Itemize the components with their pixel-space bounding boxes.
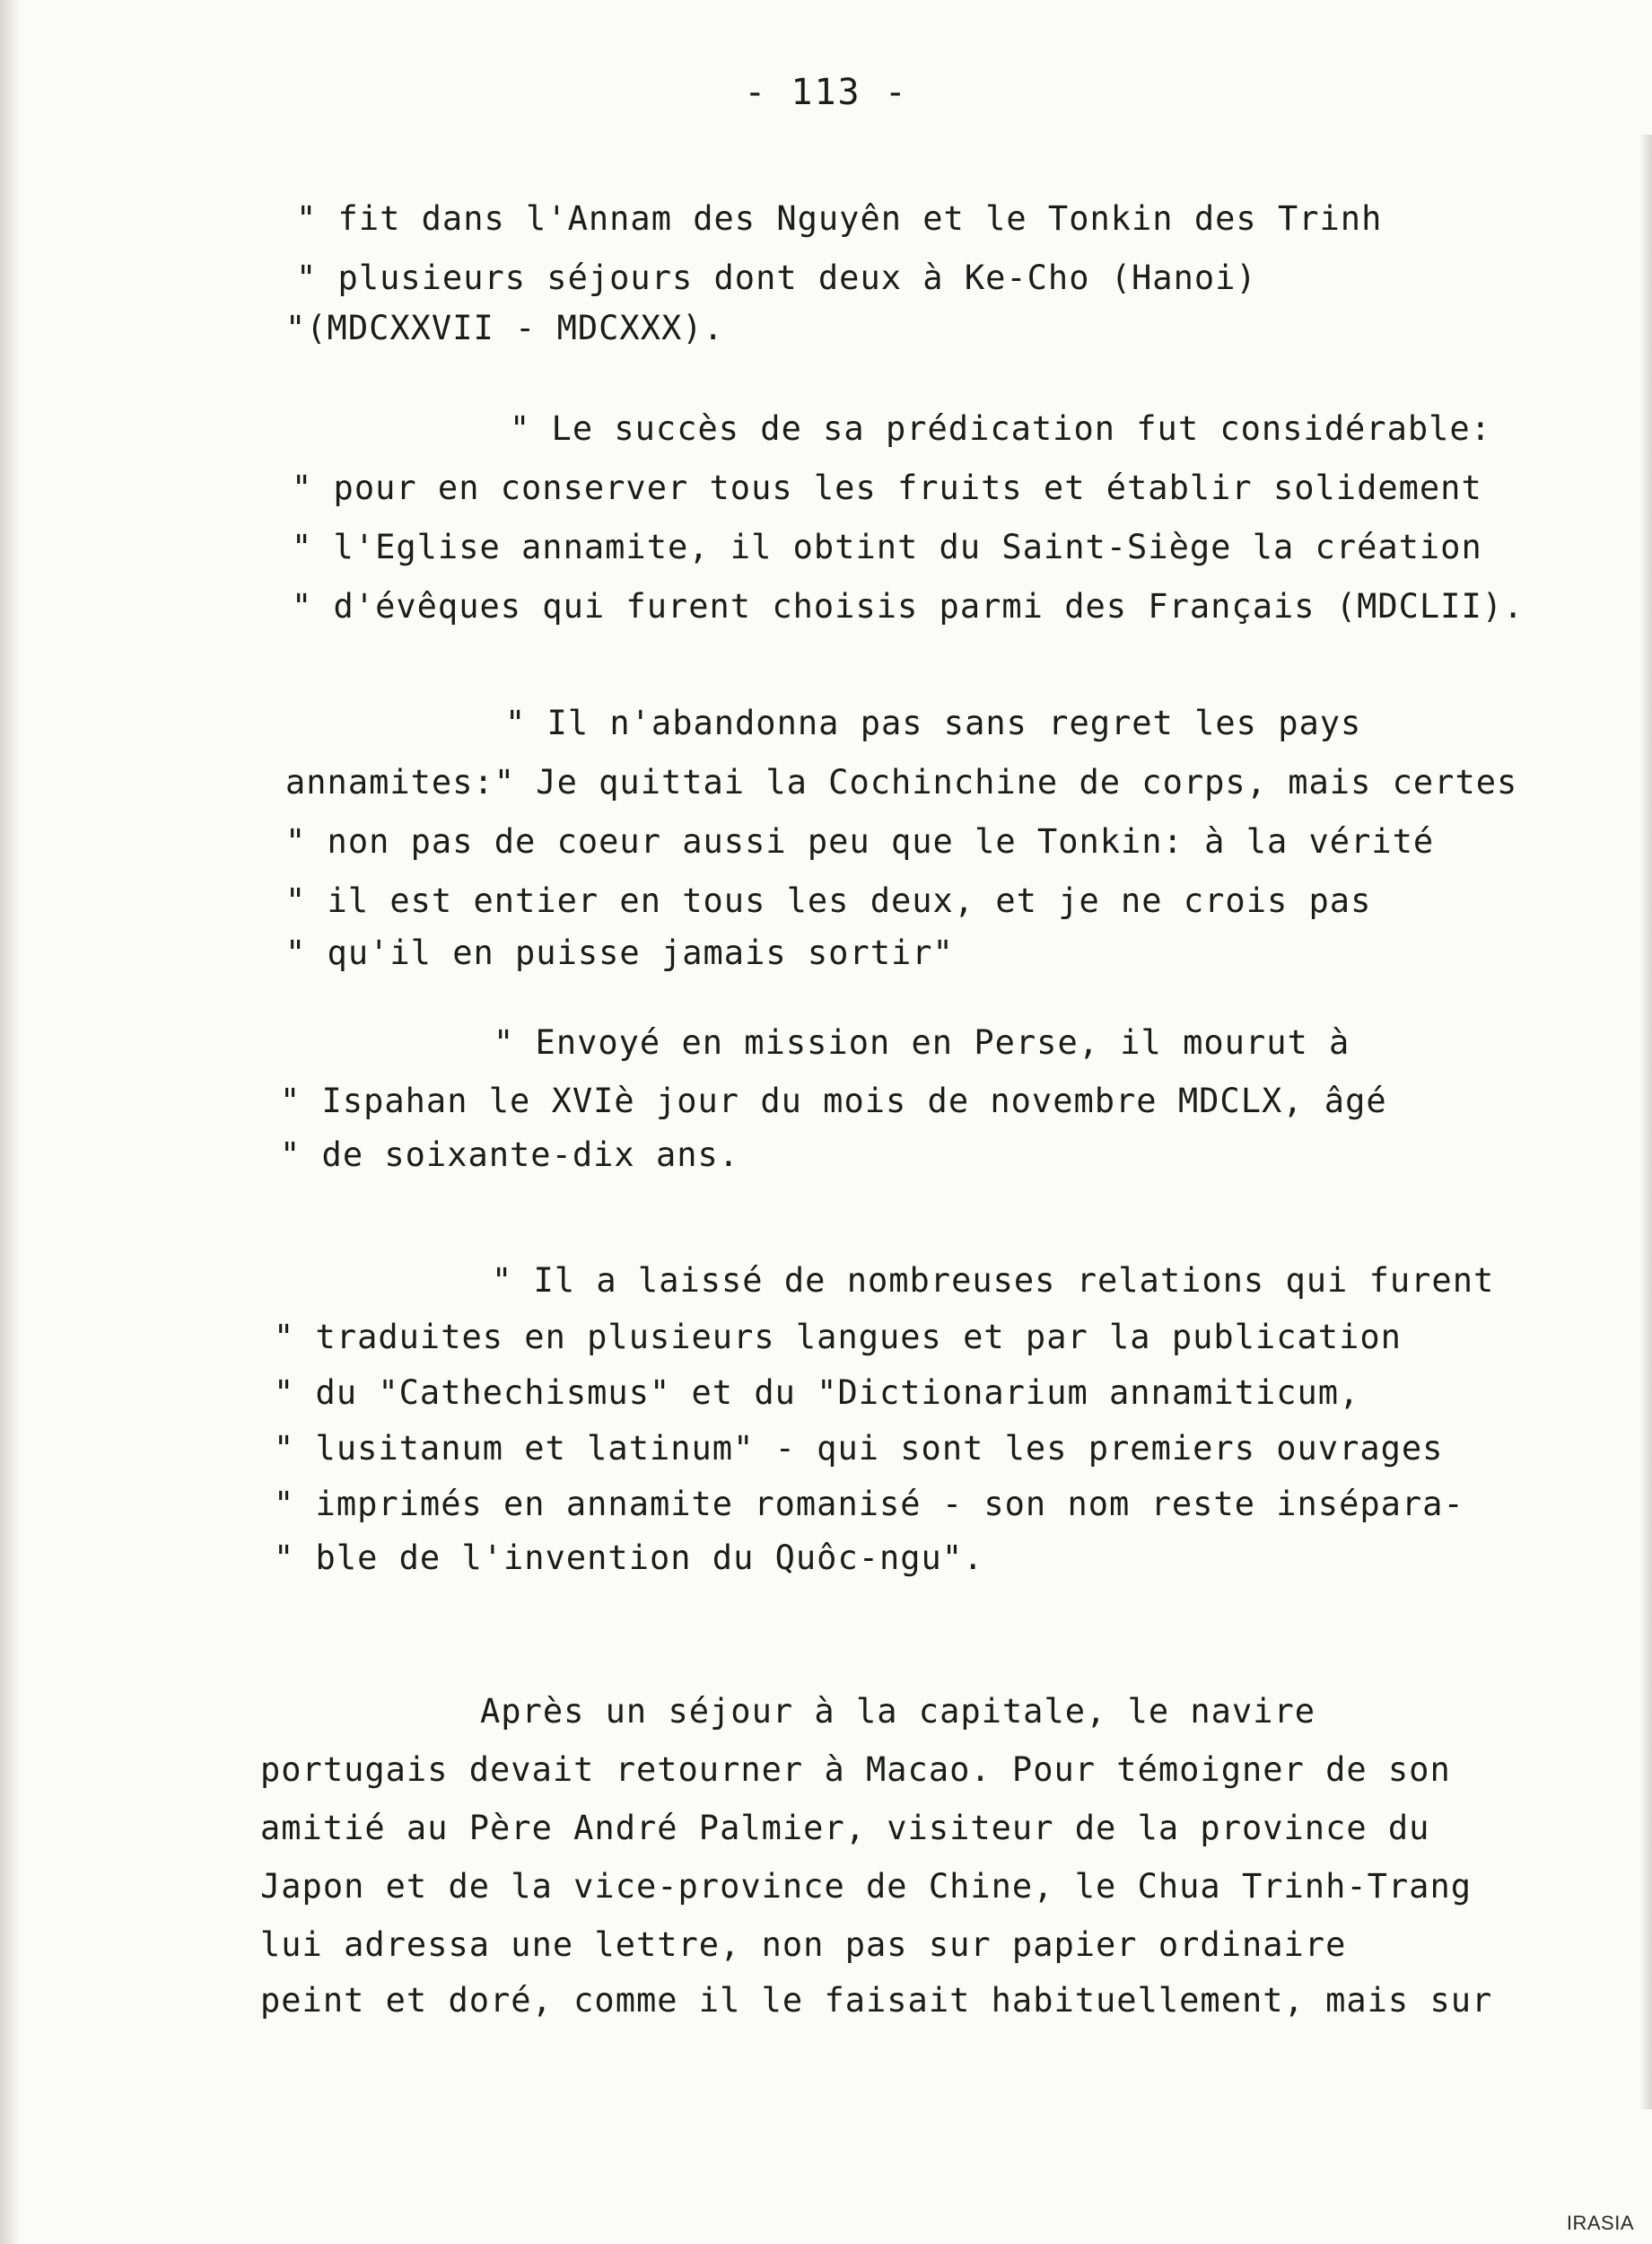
text-line: amitié au Père André Palmier, visiteur de la province du [260,1809,1430,1847]
text-line: " Il a laissé de nombreuses relations qui furent [492,1261,1495,1300]
scan-left-edge [0,0,20,2244]
text-line: "(MDCXXVII - MDCXXX). [285,309,724,347]
text-line: " pour en conserver tous les fruits et établir solidement [292,469,1482,507]
text-line: " du "Cathechismus" et du "Dictionarium annamiticum, [274,1373,1360,1412]
text-line: " il est entier en tous les deux, et je ne crois pas [285,881,1372,920]
text-line: " qu'il en puisse jamais sortir" [285,934,954,972]
text-line: " fit dans l'Annam des Nguyên et le Tonkin des Trinh [296,199,1383,238]
text-line: lui adressa une lettre, non pas sur papier ordinaire [260,1925,1347,1964]
text-line: " Le succès de sa prédication fut considérable: [510,409,1491,448]
text-line: Après un séjour à la capitale, le navire [480,1692,1316,1731]
text-line: " Envoyé en mission en Perse, il mourut à [494,1023,1350,1062]
text-line: " Ispahan le XVIè jour du mois de novembre MDCLX, âgé [280,1082,1387,1120]
text-line: Japon et de la vice-province de Chine, le Chua Trinh-Trang [260,1867,1473,1906]
text-line: " plusieurs séjours dont deux à Ke-Cho (Hanoi) [296,259,1257,297]
text-line: annamites:" Je quittai la Cochinchine de corps, mais certes [285,763,1518,802]
text-line: " imprimés en annamite romanisé - son nom reste insépara- [274,1485,1464,1523]
text-line: " ble de l'invention du Quôc-ngu". [274,1538,984,1577]
text-line: portugais devait retourner à Macao. Pour témoigner de son [260,1750,1451,1789]
text-line: " Il n'abandonna pas sans regret les pays [505,704,1362,742]
watermark: IRASIA [1566,2212,1634,2234]
text-line: " traduites en plusieurs langues et par la publication [274,1318,1402,1356]
text-line: " lusitanum et latinum" - qui sont les premiers ouvrages [274,1429,1444,1468]
text-line: " l'Eglise annamite, il obtint du Saint-Siège la création [292,528,1482,566]
text-line: " d'évêques qui furent choisis parmi des Français (MDCLII). [292,587,1525,626]
text-line: " de soixante-dix ans. [280,1135,740,1174]
scan-right-edge [1639,135,1652,2109]
page-number: - 113 - [744,72,908,113]
text-line: peint et doré, comme il le faisait habituellement, mais sur [260,1981,1493,2020]
text-line: " non pas de coeur aussi peu que le Tonkin: à la vérité [285,822,1435,861]
